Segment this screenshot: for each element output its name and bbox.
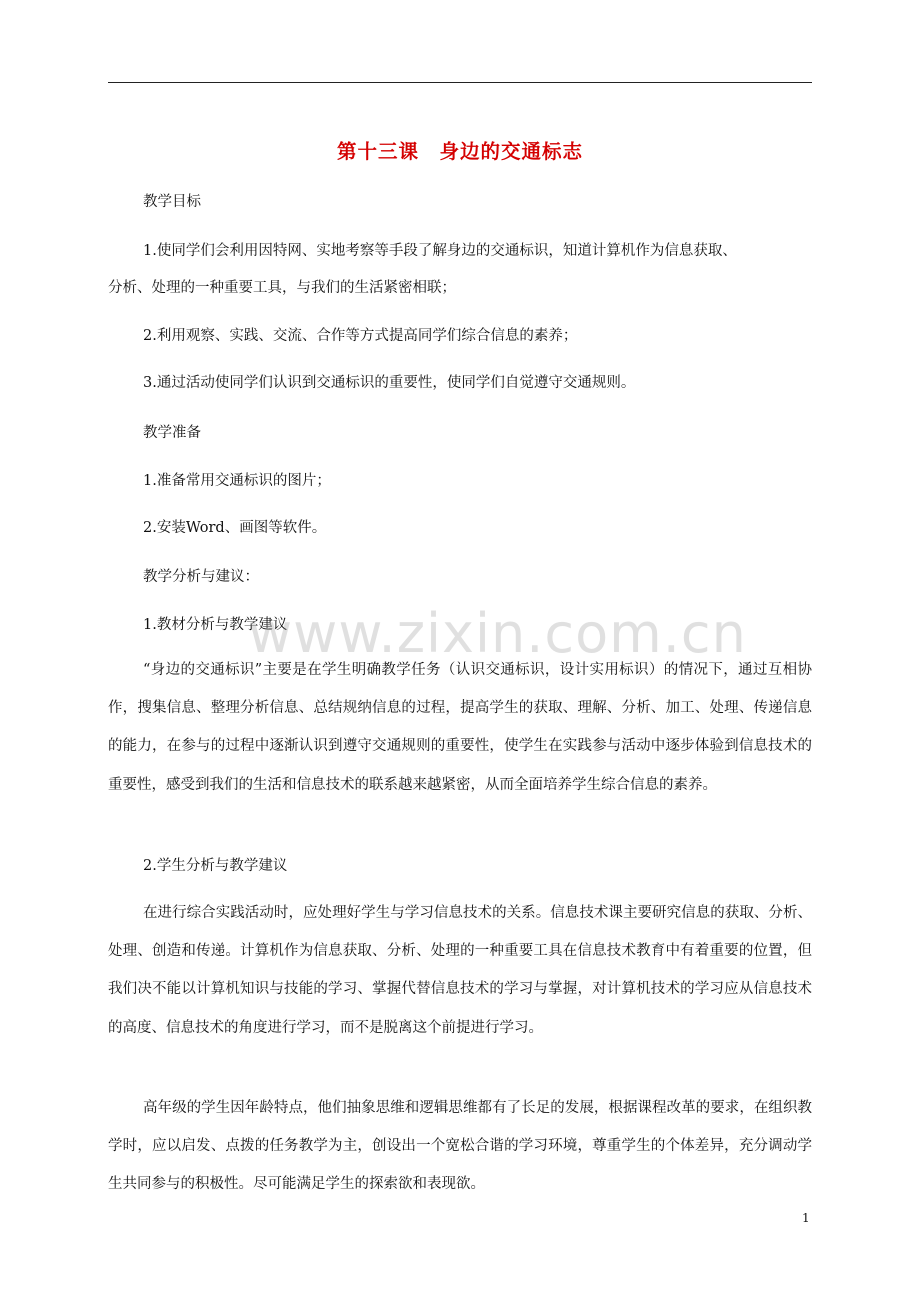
page-number: 1 <box>802 1211 810 1225</box>
preparation-item-1: 1.准备常用交通标识的图片； <box>143 473 331 489</box>
preparation-heading: 教学准备 <box>143 425 201 441</box>
watermark: www.zixin.com.cn <box>248 602 747 665</box>
objectives-heading: 教学目标 <box>143 194 201 210</box>
analysis-1-paragraph: “身边的交通标识”主要是在学生明确教学任务（认识交通标识，设计实用标识）的情况下，通过互相协作，搜集信息、整理分析信息、总结规纳信息的过程，提高学生的获取、理解、分析、加工、处理、传递信息的能力，在参与的过程中逐渐认识到遵守交通规则的重要性，使学生在实践参与活动中逐步体验到信息技术的重要性，感受到我们的生活和信息技术的联系越来越紧密，从而全面培养学生综合信息的素养。 <box>108 662 812 793</box>
preparation-item-2: 2.安装Word、画图等软件。 <box>143 520 327 536</box>
objective-1-line-2: 分析、处理的一种重要工具，与我们的生活紧密相联； <box>108 280 456 296</box>
objective-1-line-1: 1.使同学们会利用因特网、实地考察等手段了解身边的交通标识，知道计算机作为信息获取、 <box>143 243 737 259</box>
analysis-heading: 教学分析与建议： <box>143 569 259 585</box>
document-title: 第十三课 身边的交通标志 <box>336 140 583 163</box>
objective-2: 2.利用观察、实践、交流、合作等方式提高同学们综合信息的素养； <box>143 328 578 344</box>
header-rule <box>108 82 812 83</box>
analysis-2-paragraph: 在进行综合实践活动时，应处理好学生与学习信息技术的关系。信息技术课主要研究信息的获取、分析、处理、创造和传递。计算机作为信息获取、分析、处理的一种重要工具在信息技术教育中有着重要的位置，但我们决不能以计算机知识与技能的学习、掌握代替信息技术的学习与掌握，对计算机技术的学习应从信息技术的高度、信息技术的角度进行学习，而不是脱离这个前提进行学习。 <box>108 905 812 1036</box>
objective-3: 3.通过活动使同学们认识到交通标识的重要性，使同学们自觉遵守交通规则。 <box>143 375 636 391</box>
analysis-2-heading: 2.学生分析与教学建议 <box>143 858 288 874</box>
analysis-1-heading: 1.教材分析与教学建议 <box>143 617 288 633</box>
analysis-3-paragraph: 高年级的学生因年龄特点，他们抽象思维和逻辑思维都有了长足的发展，根据课程改革的要求，在组织教学时，应以启发、点拨的任务教学为主，创设出一个宽松合谐的学习环境，尊重学生的个体差异，充分调动学生共同参与的积极性。尽可能满足学生的探索欲和表现欲。 <box>108 1100 812 1193</box>
